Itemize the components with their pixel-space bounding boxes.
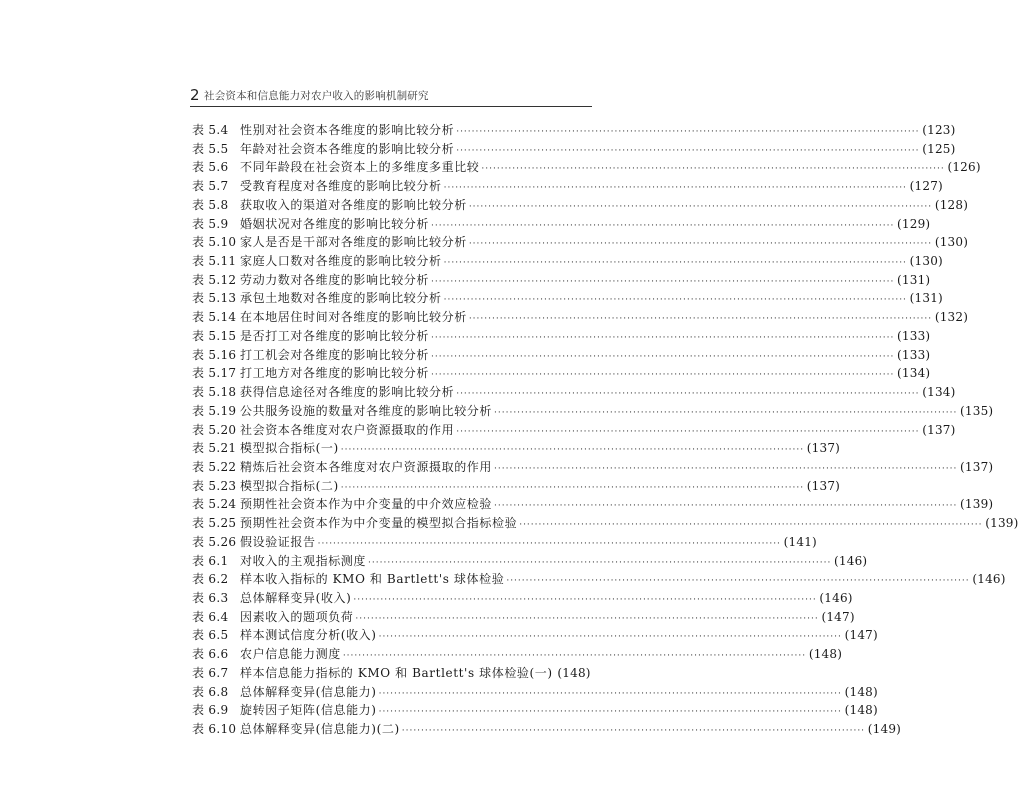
toc-leader-dots: ························································································································ [456, 389, 920, 400]
toc-entry-number: 表 5.26 [192, 534, 237, 549]
toc-entry-number: 表 5.11 [192, 254, 237, 269]
toc-entry-title: 总体解释变异(收入) [240, 590, 352, 605]
toc-entry-number: 表 6.2 [192, 572, 229, 587]
toc-entry [192, 514, 1019, 533]
running-title: 社会资本和信息能力对农户收入的影响机制研究 [204, 90, 429, 102]
toc-entry-title: 性别对社会资本各维度的影响比较分析 [240, 123, 455, 137]
toc-entry-title: 家庭人口数对各维度的影响比较分析 [240, 254, 442, 269]
toc-entry [192, 421, 956, 440]
toc-leader-dots: ························································································································ [378, 688, 842, 699]
toc-entry-page: (130) [909, 254, 943, 269]
toc-leader-dots: ························································································································ [431, 332, 895, 343]
toc-entry [192, 664, 591, 683]
toc-entry-page: (123) [922, 123, 956, 137]
toc-entry-page: (149) [867, 722, 902, 736]
toc-entry-number: 表 5.6 [192, 160, 229, 175]
toc-leader-dots: ························································································································ [443, 295, 907, 306]
toc-entry-number: 表 6.7 [192, 665, 229, 680]
toc-entry-number: 表 5.19 [192, 403, 237, 418]
toc-entry-page: (146) [819, 590, 853, 605]
toc-entry-page: (126) [947, 160, 981, 175]
toc-leader-dots: ························································································································ [456, 145, 920, 156]
toc-entry [192, 308, 969, 327]
toc-entry-page: (134) [922, 385, 956, 400]
toc-entry-title: 预期性社会资本作为中介变量的中介效应检验 [240, 497, 493, 512]
toc-entry [192, 683, 878, 702]
toc-entry-title: 总体解释变异(信息能力) [240, 684, 377, 699]
toc-entry-number: 表 6.1 [192, 553, 229, 568]
toc-entry-title: 精炼后社会资本各维度对农户资源摄取的作用 [240, 459, 493, 474]
toc-entry-number: 表 6.10 [192, 722, 237, 736]
toc-entry-page: (148) [844, 703, 878, 718]
toc-leader-dots: ························································································································ [443, 258, 907, 269]
toc-entry-number: 表 6.5 [192, 628, 229, 643]
toc-leader-dots: ························································································································ [468, 314, 933, 325]
toc-entry-number: 表 5.25 [192, 516, 237, 531]
toc-entry-title: 因素收入的题项负荷 [240, 609, 354, 624]
toc-entry [192, 458, 994, 477]
page-header [190, 86, 590, 106]
toc-entry [192, 196, 969, 215]
toc-entry-title: 在本地居住时间对各维度的影响比较分析 [240, 310, 467, 325]
toc-entry [192, 626, 878, 645]
toc-entry [192, 402, 994, 421]
toc-entry-number: 表 5.23 [192, 478, 237, 493]
toc-entry-page: (146) [972, 572, 1006, 587]
toc-entry-page: (137) [960, 459, 994, 474]
toc-entry-title: 婚姻状况对各维度的影响比较分析 [240, 216, 430, 231]
toc-entry-title: 社会资本各维度对农户资源摄取的作用 [240, 422, 455, 437]
toc-entry-title: 打工地方对各维度的影响比较分析 [240, 366, 430, 381]
toc-entry-number: 表 5.14 [192, 310, 237, 325]
toc-entry-title: 模型拟合指标(一) [240, 441, 339, 456]
toc-entry-number: 表 5.15 [192, 328, 237, 343]
toc-leader-dots: ························································································································ [468, 201, 933, 212]
toc-entry-page: (139) [985, 516, 1019, 531]
toc-entry [192, 570, 1006, 589]
toc-entry-page: (147) [821, 609, 855, 624]
toc-entry [192, 140, 956, 159]
toc-entry-number: 表 5.17 [192, 366, 237, 381]
toc-leader-dots: ························································································································ [443, 183, 907, 194]
toc-leader-dots: ························································································································ [340, 482, 805, 493]
toc-entry-title: 不同年龄段在社会资本上的多维度多重比较 [240, 160, 480, 175]
toc-leader-dots: ························································································································ [494, 501, 958, 512]
toc-entry [192, 720, 902, 739]
toc-entry-number: 表 5.5 [192, 141, 229, 156]
toc-leader-dots: ························································································································ [431, 370, 895, 381]
toc-entry-page: (141) [783, 534, 817, 549]
toc-entry-title: 劳动力数对各维度的影响比较分析 [240, 272, 430, 287]
toc-entry-number: 表 5.18 [192, 385, 237, 400]
toc-entry-title: 对收入的主观指标测度 [240, 553, 367, 568]
toc-entry-page: (132) [934, 310, 969, 325]
toc-entry-page: (139) [960, 497, 994, 512]
toc-leader-dots: ························································································································ [481, 164, 945, 175]
toc-entry-number: 表 5.12 [192, 272, 237, 287]
toc-entry-number: 表 6.6 [192, 647, 229, 662]
toc-entry [192, 158, 981, 177]
toc-entry-page: (134) [897, 366, 931, 381]
toc-entry [192, 645, 843, 664]
toc-leader-dots: ························································································································ [401, 726, 866, 736]
toc-entry [192, 477, 841, 496]
toc-entry-page: (130) [934, 235, 969, 250]
toc-entry-number: 表 5.10 [192, 235, 237, 250]
toc-entry-title: 获取收入的渠道对各维度的影响比较分析 [240, 197, 467, 212]
toc-entry-page: (137) [806, 441, 841, 456]
toc-entry-title: 预期性社会资本作为中介变量的模型拟合指标检验 [240, 516, 518, 531]
toc-entry-page: (147) [844, 628, 878, 643]
toc-leader-dots: ························································································································ [378, 707, 842, 718]
toc-entry [192, 271, 931, 290]
toc-entry-number: 表 6.8 [192, 684, 229, 699]
toc-entry [192, 701, 878, 720]
page-number: 2 [190, 86, 200, 104]
toc-entry [192, 589, 853, 608]
toc-entry-number: 表 5.4 [192, 123, 229, 137]
toc-entry [192, 327, 931, 346]
toc-leader-dots: ························································································································ [317, 538, 781, 549]
toc-entry-title: 旋转因子矩阵(信息能力) [240, 703, 377, 718]
toc-entry-page: (148) [557, 665, 591, 680]
toc-leader-dots: ························································································································ [506, 576, 970, 587]
toc-leader-dots: ························································································································ [468, 239, 933, 250]
toc-entry-title: 假设验证报告 [240, 534, 316, 549]
toc-entry-page: (148) [844, 684, 878, 699]
toc-entry-number: 表 5.9 [192, 216, 229, 231]
toc-entry [192, 215, 931, 234]
toc-entry-title: 家人是否是干部对各维度的影响比较分析 [240, 235, 467, 250]
toc-leader-dots: ························································································································ [431, 220, 895, 231]
toc-leader-dots: ························································································································ [355, 613, 819, 624]
toc-entry-number: 表 5.21 [192, 441, 237, 456]
toc-entry-title: 模型拟合指标(二) [240, 478, 339, 493]
toc-entry-page: (131) [897, 272, 931, 287]
toc-entry-title: 农户信息能力测度 [240, 647, 341, 662]
toc-entry-title: 打工机会对各维度的影响比较分析 [240, 347, 430, 362]
toc-entry-page: (133) [897, 347, 931, 362]
toc-entry-number: 表 5.8 [192, 197, 229, 212]
toc-entry-number: 表 6.3 [192, 590, 229, 605]
toc-entry [192, 289, 943, 308]
toc-entry [192, 364, 931, 383]
toc-entry [192, 346, 931, 365]
toc-entry-title: 样本测试信度分析(收入) [240, 628, 377, 643]
toc-entry [192, 233, 969, 252]
toc-leader-dots: ························································································································ [353, 594, 817, 605]
toc-entry-number: 表 5.7 [192, 179, 229, 194]
header-rule [190, 106, 592, 107]
toc-entry-number: 表 6.9 [192, 703, 229, 718]
toc-entry-number: 表 5.24 [192, 497, 237, 512]
toc-leader-dots: ························································································································ [456, 127, 920, 137]
toc-entry [192, 533, 817, 552]
toc-entry [192, 252, 943, 271]
toc-entry [192, 608, 855, 627]
toc-entry [192, 552, 868, 571]
toc-entry-page: (148) [808, 647, 843, 662]
toc-leader-dots: ························································································································ [494, 407, 958, 418]
toc-entry-number: 表 6.4 [192, 609, 229, 624]
toc-entry-page: (129) [897, 216, 931, 231]
toc-entry-page: (135) [960, 403, 994, 418]
toc-entry-number: 表 5.20 [192, 422, 237, 437]
toc-entry-page: (146) [834, 553, 868, 568]
toc-entry-page: (125) [922, 141, 956, 156]
toc-entry-title: 承包土地数对各维度的影响比较分析 [240, 291, 442, 306]
toc-entry-number: 表 5.13 [192, 291, 237, 306]
toc-entry-page: (133) [897, 328, 931, 343]
toc-leader-dots: ························································································································ [494, 463, 958, 474]
toc-entry [192, 383, 956, 402]
toc-entry-page: (128) [934, 197, 969, 212]
toc-leader-dots: ························································································································ [378, 632, 842, 643]
toc-leader-dots: ························································································································ [456, 426, 920, 437]
toc-entry [192, 177, 943, 196]
toc-entry-page: (131) [909, 291, 943, 306]
toc-entry-page: (137) [806, 478, 841, 493]
toc-entry-title: 年龄对社会资本各维度的影响比较分析 [240, 141, 455, 156]
toc-entry [192, 121, 956, 140]
toc-entry-title: 获得信息途径对各维度的影响比较分析 [240, 385, 455, 400]
toc-entry-page: (137) [922, 422, 956, 437]
toc-leader-dots: ························································································································ [519, 520, 983, 531]
toc-entry-title: 样本信息能力指标的 KMO 和 Bartlett's 球体检验(一) [240, 665, 553, 680]
table-of-contents [192, 121, 1019, 739]
toc-entry-number: 表 5.22 [192, 459, 237, 474]
toc-entry-title: 是否打工对各维度的影响比较分析 [240, 328, 430, 343]
toc-leader-dots: ························································································································ [340, 445, 805, 456]
toc-entry-title: 公共服务设施的数量对各维度的影响比较分析 [240, 403, 493, 418]
toc-leader-dots: ························································································································ [368, 557, 832, 568]
toc-entry [192, 439, 841, 458]
toc-entry [192, 495, 994, 514]
toc-entry-title: 受教育程度对各维度的影响比较分析 [240, 179, 442, 194]
toc-leader-dots: ························································································································ [431, 351, 895, 362]
toc-entry-title: 总体解释变异(信息能力)(二) [240, 722, 400, 736]
toc-entry-title: 样本收入指标的 KMO 和 Bartlett's 球体检验 [240, 572, 505, 587]
toc-entry-page: (127) [909, 179, 943, 194]
toc-entry-number: 表 5.16 [192, 347, 237, 362]
toc-leader-dots: ························································································································ [342, 651, 807, 662]
toc-leader-dots: ························································································································ [431, 276, 895, 287]
